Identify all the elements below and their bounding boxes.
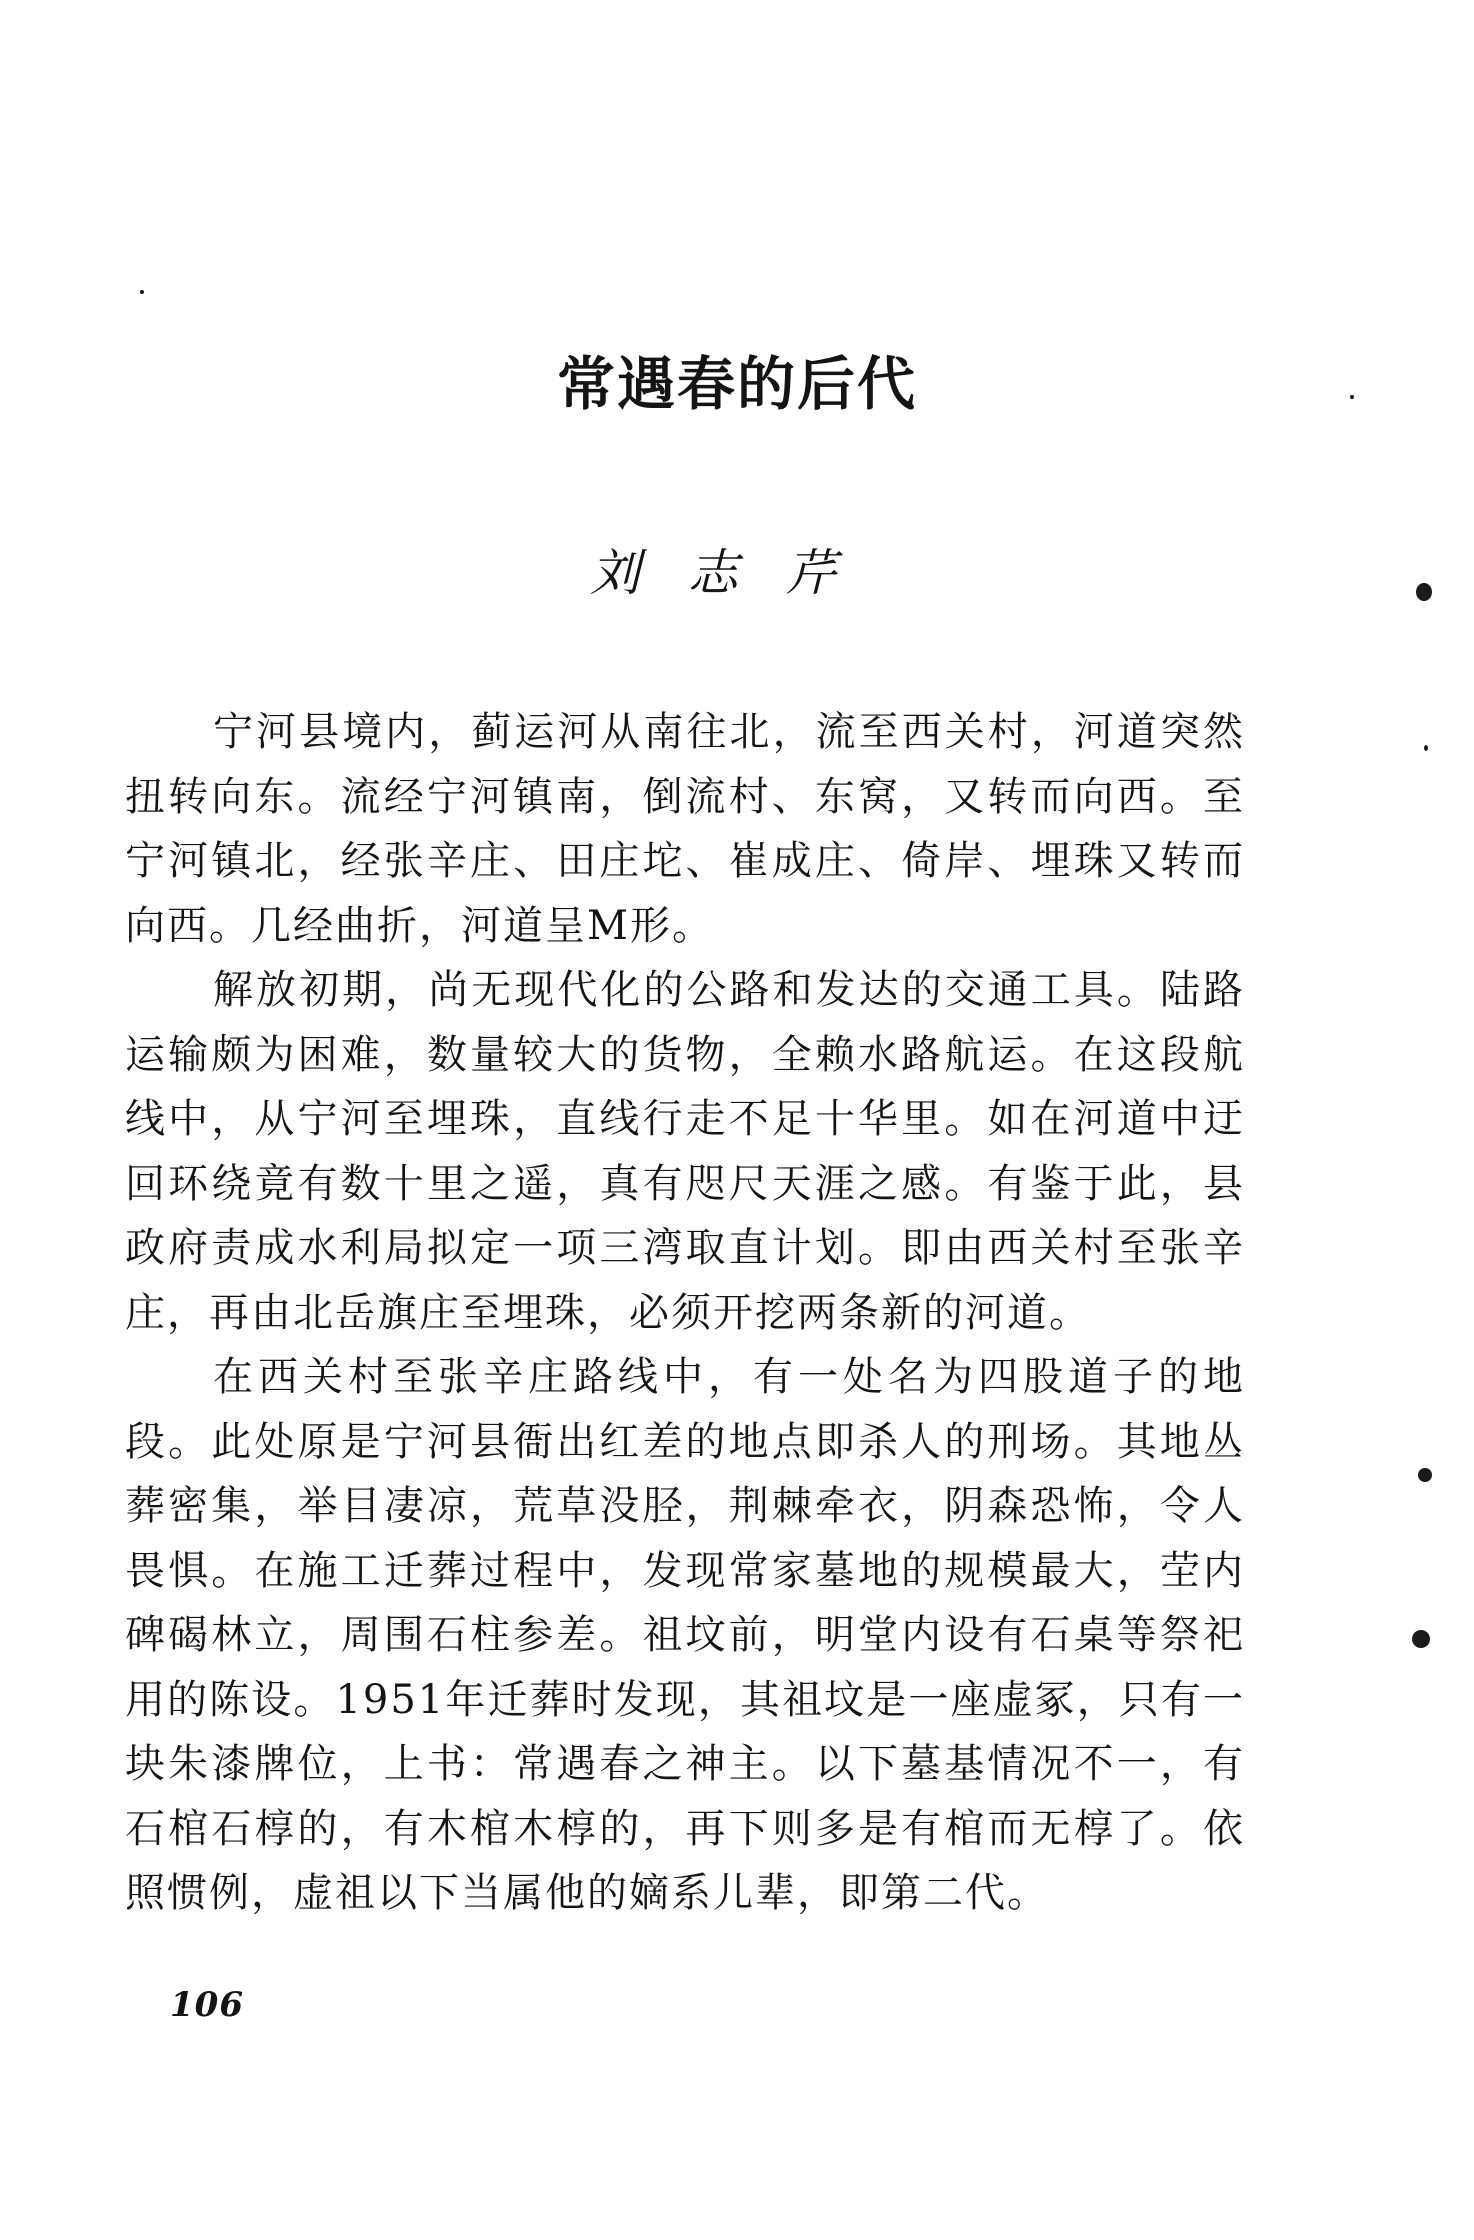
scan-speck	[1424, 745, 1428, 751]
scan-speck	[1412, 1630, 1430, 1648]
scan-speck	[140, 290, 144, 294]
article-body	[125, 700, 1245, 1926]
paragraph-3: 在西关村至张辛庄路线中，有一处名为四股道子的地段。此处原是宁河县衙出红差的地点即杀人的刑场。其地丛葬密集，举目凄凉，荒草没胫，荆棘牵衣，阴森恐怖，令人畏惧。在施工迁葬过程中，发现常家墓地的规模最大，茔内碑碣林立，周围石柱参差。祖坟前，明堂内设有石桌等祭祀用的陈设。1951年迁葬时发现，其祖坟是一座虚冢，只有一块朱漆牌位，上书：常遇春之神主。以下墓基情况不一，有石棺石椁的，有木棺木椁的，再下则多是有棺而无椁了。依照惯例，虚祖以下当属他的嫡系儿辈，即第二代。	[125, 1354, 1245, 1916]
scan-speck	[1416, 583, 1432, 601]
paragraph-2: 解放初期，尚无现代化的公路和发达的交通工具。陆路运输颇为困难，数量较大的货物，全赖水路航运。在这段航线中，从宁河至埋珠，直线行走不足十华里。如在河道中迂回环绕竟有数十里之遥，真有咫尺天涯之感。有鉴于此，县政府责成水利局拟定一项三湾取直计划。即由西关村至张辛庄，再由北岳旗庄至埋珠，必须开挖两条新的河道。	[125, 967, 1245, 1336]
paragraph-1: 宁河县境内，蓟运河从南往北，流至西关村，河道突然扭转向东。流经宁河镇南，倒流村、东窝，又转而向西。至宁河镇北，经张辛庄、田庄坨、崔成庄、倚岸、埋珠又转而向西。几经曲折，河道呈M形。	[125, 709, 1245, 949]
article-title: 常遇春的后代	[556, 350, 917, 418]
scan-speck	[1418, 1468, 1432, 1482]
author-name: 刘志芹	[590, 544, 884, 602]
scan-speck	[1350, 395, 1354, 399]
page-number: 106	[170, 1985, 244, 2025]
